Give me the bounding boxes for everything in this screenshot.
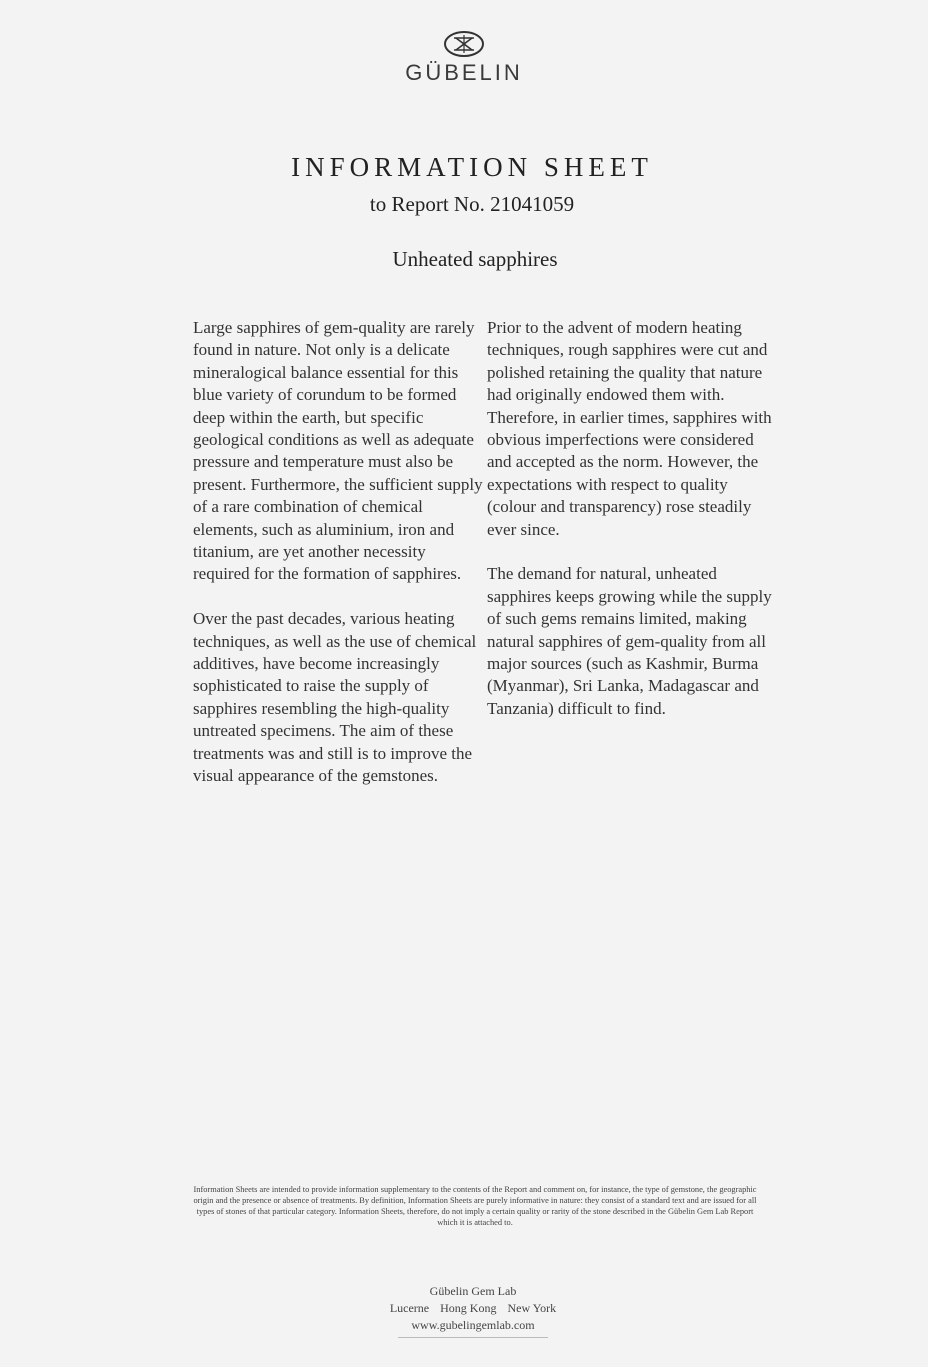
section-heading: Unheated sapphires [392,247,558,271]
website-link[interactable]: www.gubelingemlab.com [411,1318,535,1332]
paragraph: Over the past decades, various heating techniques, as well as the use of chemical additives, have become increasingly sophisticated to raise the supply of sapphires resembling the high-quality untreated specimens. The aim of these treatments was and still is to improve the visual appearance of the gemstones. [193,609,477,786]
left-column [193,317,483,810]
paragraph: Large sapphires of gem-quality are rarely found in nature. Not only is a delicate mineralogical balance essential for this blue variety of corundum to be formed deep within the earth, but specific geological conditions as well as adequate pressure and temperature must also be present. Furthermore, the sufficient supply of a rare combination of chemical elements, such as aluminium, iron and titanium, are yet another necessity required for the formation of sapphires. [193,318,483,584]
page-title: INFORMATION SHEET [291,152,653,182]
paragraph: The demand for natural, unheated sapphires keeps growing while the supply of such gems remains limited, making natural sapphires of gem-quality from all major sources (such as Kashmir, Burma (Myanmar), Sri Lanka, Madagascar and Tanzania) difficult to find. [487,564,772,718]
city-lucerne: Lucerne [389,1301,430,1315]
disclaimer-text: Information Sheets are intended to provide information supplementary to the contents of the Report and comment on, for instance, the type of gemstone, the geographic origin and the presence or absence of treatments. By definition, Information Sheets are purely informative in nature: they consist of a standard text and are issued for all types of stones of that particular category. Information Sheets, therefore, do not imply a certain quality or rarity of the stone described in the Gübelin Gem Lab Report which it is attached to. [193,1185,757,1227]
city-hong-kong: Hong Kong [440,1301,497,1315]
footer-divider [398,1337,548,1338]
city-new-york: New York [507,1301,557,1315]
footer [0,1283,928,1338]
report-number: to Report No. 21041059 [369,192,575,216]
paragraph: Prior to the advent of modern heating techniques, rough sapphires were cut and polished retaining the quality that nature had originally endowed them with. Therefore, in earlier times, sapphires with obvious imperfections were considered and accepted as the norm. However, the expectations with respect to quality (colour and transparency) rose steadily ever since. [487,318,772,539]
brand-wordmark: GÜBELIN [405,60,523,85]
city-list [0,1300,928,1317]
gubelin-emblem-icon [443,30,485,58]
right-column [487,317,777,743]
lab-name: Gübelin Gem Lab [429,1284,517,1298]
brand-logo [0,30,928,86]
